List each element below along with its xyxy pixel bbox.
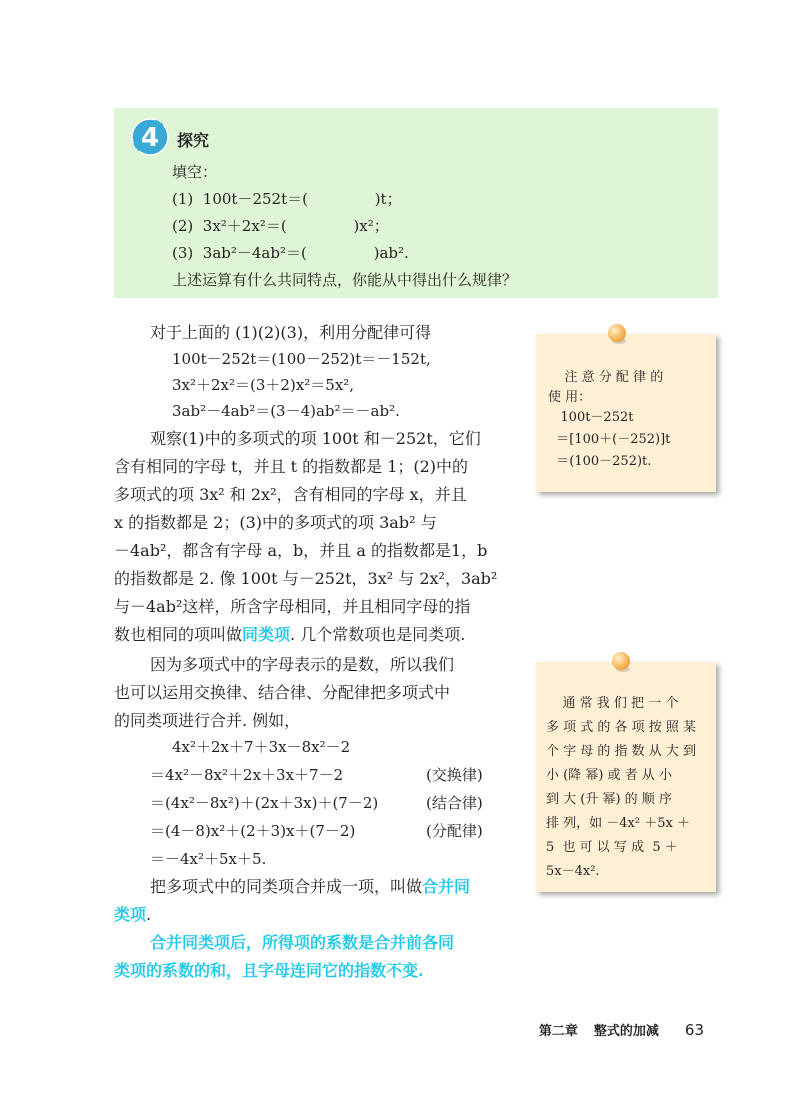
- note-line: 注 意 分 配 律 的: [548, 370, 664, 385]
- text: 把多项式中的同类项合并成一项，叫做: [150, 877, 423, 896]
- rule-line: 合并同类项后，所得项的系数是合并前各同: [150, 933, 455, 952]
- side-note-distributive: [536, 334, 716, 492]
- calc-law: (交换律): [426, 766, 483, 784]
- equation: 3x²＋2x²＝(3＋2)x²＝5x²,: [172, 376, 355, 394]
- calc-step: ＝(4x²－8x²)＋(2x＋3x)＋(7－2): [150, 794, 379, 812]
- explore-line: (3) 3ab²－4ab²＝( )ab².: [172, 244, 409, 262]
- highlight-term: 合并同: [422, 877, 471, 896]
- calc-step: ＝4x²－8x²＋2x＋3x＋7－2: [150, 766, 344, 784]
- explore-line: (2) 3x²＋2x²＝( )x²；: [172, 217, 389, 235]
- explore-number: 4: [140, 123, 160, 153]
- note-line: 小 (降 幂) 或 者 从 小: [546, 768, 672, 783]
- paragraph-line: 与－4ab²这样，所含字母相同，并且相同字母的指: [114, 597, 471, 616]
- note-line: 排 列，如 －4x² ＋5x ＋: [546, 816, 690, 831]
- note-line: 5x－4x².: [546, 864, 600, 879]
- definition-line: [114, 904, 151, 926]
- calc-step: 4x²＋2x＋7＋3x－8x²－2: [172, 738, 351, 756]
- page-number: 63: [684, 1021, 704, 1039]
- note-line: ＝(100－252)t.: [548, 454, 652, 469]
- highlight-term: 同类项: [242, 625, 291, 644]
- pin-icon: [608, 324, 626, 342]
- paragraph-line: 多项式的项 3x² 和 2x²，含有相同的字母 x，并且: [114, 485, 467, 504]
- note-line: 通 常 我 们 把 一 个: [546, 696, 679, 711]
- definition-line: [150, 876, 470, 898]
- note-line: ＝[100＋(－252)]t: [548, 432, 671, 447]
- equation: 100t－252t＝(100－252)t＝－152t,: [172, 350, 431, 368]
- paragraph-line: 也可以运用交换律、结合律、分配律把多项式中: [114, 683, 451, 702]
- paragraph-line: [114, 624, 465, 646]
- note-line: 个 字 母 的 指 数 从 大 到: [546, 744, 697, 759]
- explore-line: (1) 100t－252t＝( )t；: [172, 190, 402, 208]
- paragraph-line: 的同类项进行合并. 例如，: [114, 711, 301, 730]
- paragraph-line: x 的指数都是 2；(3)中的多项式的项 3ab² 与: [114, 513, 437, 532]
- calc-law: (分配律): [426, 822, 483, 840]
- note-line: 100t－252t: [548, 410, 634, 425]
- page-footer: [539, 1020, 704, 1039]
- text: . 几个常数项也是同类项.: [290, 625, 466, 644]
- paragraph-line: －4ab²，都含有字母 a，b，并且 a 的指数都是1，b: [114, 541, 488, 560]
- explore-line: 填空：: [172, 163, 218, 181]
- explore-number-icon: [130, 117, 170, 157]
- side-note-ordering: [536, 662, 716, 892]
- chapter-title: 整式的加减: [593, 1024, 659, 1039]
- equation: 3ab²－4ab²＝(3－4)ab²＝－ab².: [172, 402, 400, 420]
- note-line: 到 大 (升 幂) 的 顺 序: [546, 792, 672, 807]
- highlight-term: 类项: [114, 905, 147, 924]
- pin-icon: [612, 652, 630, 670]
- text: 数也相同的项叫做: [114, 625, 243, 644]
- paragraph-line: 因为多项式中的字母表示的是数，所以我们: [150, 655, 455, 674]
- calc-step: ＝(4－8)x²＋(2＋3)x＋(7－2): [150, 822, 356, 840]
- note-line: 使 用：: [548, 390, 592, 405]
- rule-line: 类项的系数的和，且字母连同它的指数不变.: [114, 961, 424, 980]
- explore-title: 探究: [177, 131, 210, 150]
- calc-law: (结合律): [426, 794, 483, 812]
- explore-question: 上述运算有什么共同特点，你能从中得出什么规律？: [172, 271, 518, 289]
- calc-step: ＝－4x²＋5x＋5.: [150, 850, 267, 868]
- note-line: 5 也 可 以 写 成 5 ＋: [546, 840, 678, 855]
- chapter-label: 第二章: [538, 1024, 578, 1039]
- paragraph-line: 含有相同的字母 t，并且 t 的指数都是 1；(2)中的: [114, 457, 469, 476]
- paragraph-line: 的指数都是 2. 像 100t 与－252t，3x² 与 2x²，3ab²: [114, 569, 498, 588]
- note-line: 多 项 式 的 各 项 按 照 某: [546, 720, 697, 735]
- text: .: [146, 905, 152, 924]
- intro-text: 对于上面的 (1)(2)(3)，利用分配律可得: [150, 323, 432, 342]
- paragraph-line: 观察(1)中的多项式的项 100t 和－252t，它们: [150, 429, 481, 448]
